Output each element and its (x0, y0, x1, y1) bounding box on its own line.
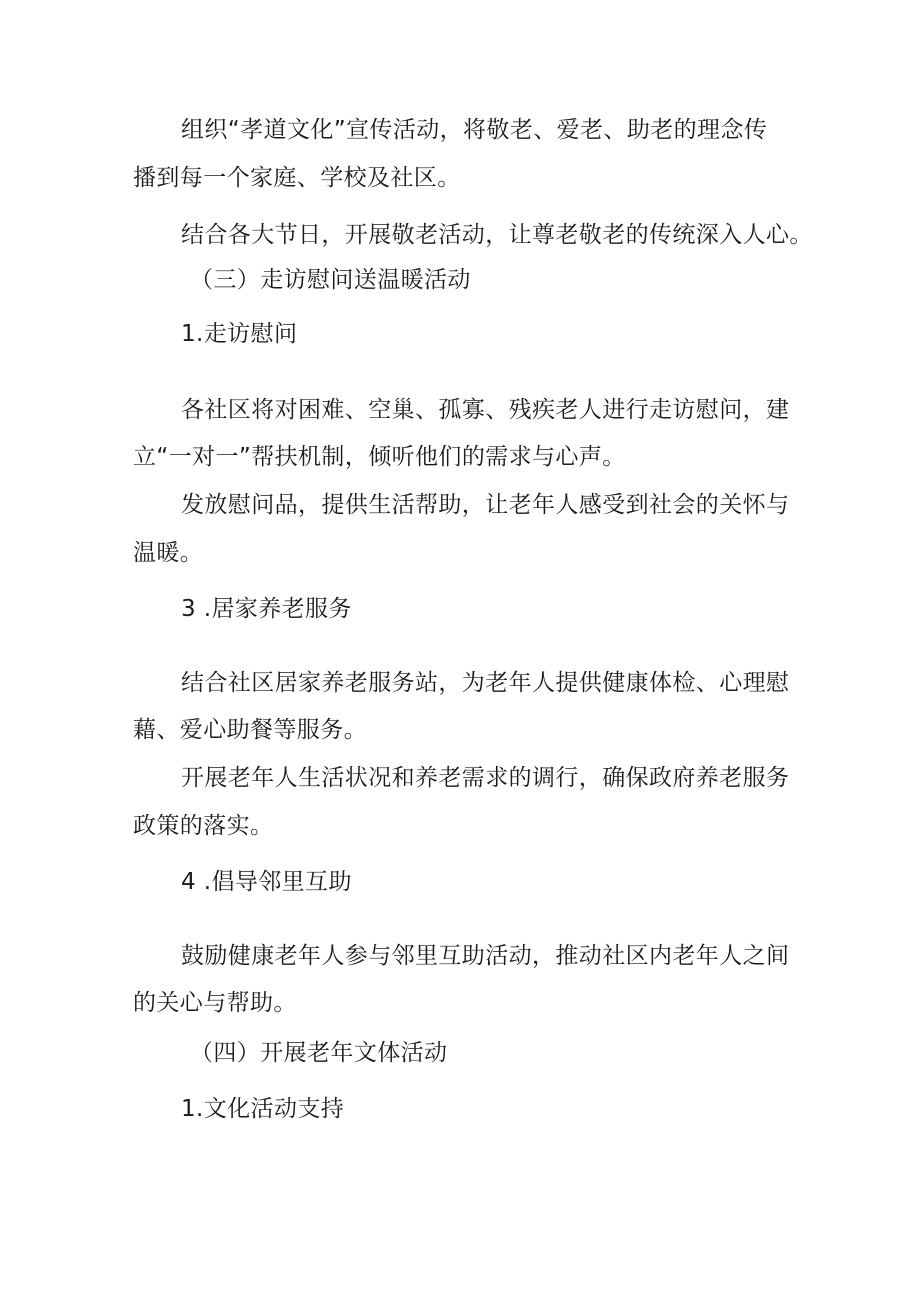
item-neighbor-heading: 4 .倡导邻里互助 (181, 869, 352, 895)
item-culture-support-heading: 1.文化活动支持 (181, 1096, 345, 1122)
paragraph-gifts-line-1: 发放慰问品，提供生活帮助，让老年人感受到社会的关怀与 (181, 492, 790, 518)
item-visit-heading: 1.走访慰问 (181, 321, 298, 347)
paragraph-home-care-line-2: 藉、爱心助餐等服务。 (133, 717, 367, 743)
paragraph-home-care-line-1: 结合社区居家养老服务站，为老年人提供健康体检、心理慰 (181, 670, 790, 696)
paragraph-filial-culture-line-1: 组织“孝道文化”宣传活动，将敬老、爱老、助老的理念传 (181, 117, 768, 143)
item-home-care-heading: 3 .居家养老服务 (181, 596, 352, 622)
paragraph-survey-line-1: 开展老年人生活状况和养老需求的调行，确保政府养老服务 (181, 765, 790, 791)
paragraph-neighbor-line-2: 的关心与帮助。 (133, 990, 297, 1016)
paragraph-filial-culture-line-2: 播到每一个家庭、学校及社区。 (133, 165, 461, 191)
paragraph-gifts-line-2: 温暖。 (133, 540, 204, 566)
paragraph-visit-line-2: 立“一对一”帮扶机制，倾听他们的需求与心声。 (133, 444, 626, 470)
paragraph-survey-line-2: 政策的落实。 (133, 813, 274, 839)
paragraph-visit-line-1: 各社区将对困难、空巢、孤寡、残疾老人进行走访慰问，建 (181, 397, 790, 423)
section-four-heading: （四）开展老年文体活动 (190, 1040, 448, 1066)
paragraph-festivals-line-1: 结合各大节日，开展敬老活动，让尊老敬老的传统深入人心。 (181, 222, 813, 248)
section-three-heading: （三）走访慰问送温暖活动 (190, 267, 471, 293)
paragraph-neighbor-line-1: 鼓励健康老年人参与邻里互助活动，推动社区内老年人之间 (181, 943, 790, 969)
